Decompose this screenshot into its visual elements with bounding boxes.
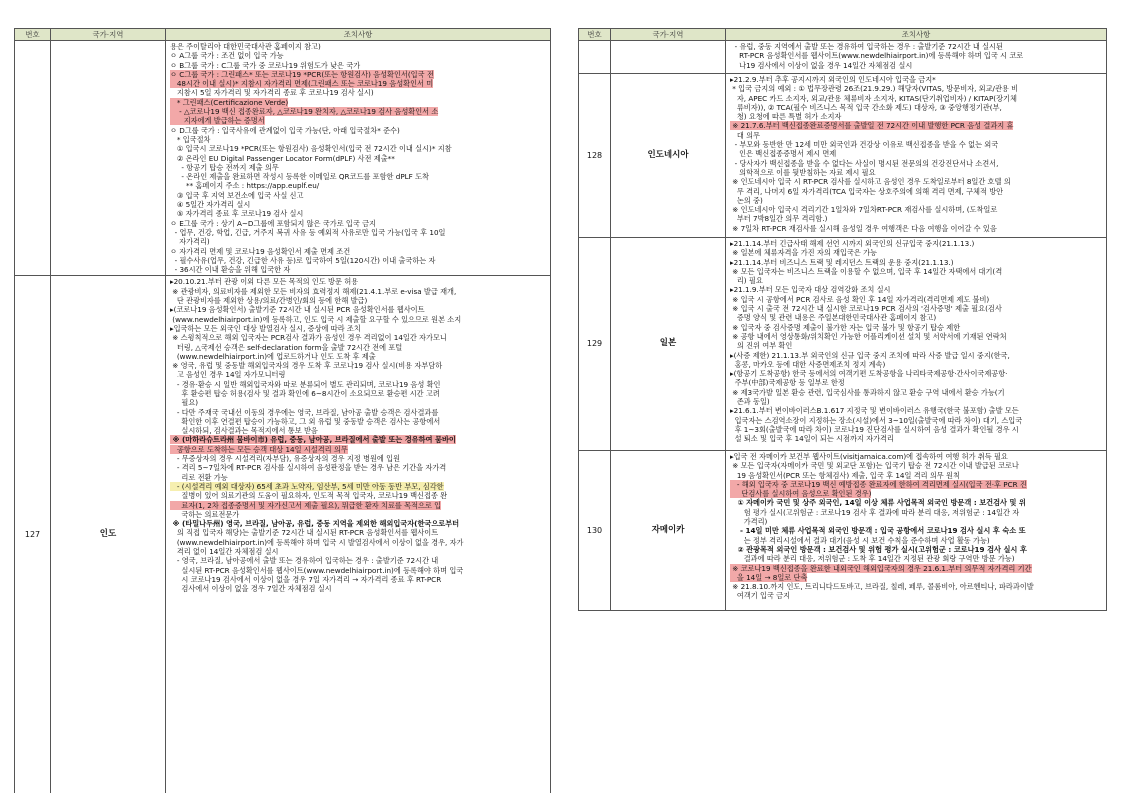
measure-line: ② 온라인 EU Digital Passenger Locator Form(dPLF) 사전 제출** bbox=[170, 153, 395, 163]
measure-line: 단 관광비자를 제외한 상용/의료/간병인/회의 등에 한해 발급) bbox=[170, 296, 368, 306]
measure-line: ㅇ B그룹 국가 : C그룹 국가 중 코로나19 위험도가 낮은 국가 bbox=[170, 60, 361, 70]
measure-line: 실시된 RT-PCR 음성확인서를 웹사이트(www.newdelhiairport.in)에 등록해야 하며 입국 bbox=[170, 565, 464, 575]
measure-line: ※ 일본에 체류자격을 가진 자의 재입국은 가능 bbox=[730, 248, 877, 258]
measure-line: ▸21.1.14.부터 비즈니스 트랙 및 레지던스 트랙의 운용 중지(21.1.13.) bbox=[730, 257, 954, 267]
measure-line: ▸20.10.21.부터 관광 이외 다른 모든 목적의 인도 방문 허용 bbox=[170, 277, 359, 287]
measure-line: ※ 7일차 RT-PCR 재검사를 실시해 음성일 경우 여행객은 다음 여행을 이어갈 수 있음 bbox=[730, 223, 997, 233]
right-measures-table bbox=[578, 28, 1107, 611]
measure-line: RT-PCR 음성확인서를 웹사이트(www.newdelhiairport.in)에 등록해야 하며 입국 시 코로 bbox=[730, 51, 1024, 61]
measure-line: 필요) bbox=[170, 398, 199, 408]
measure-line: ※ 입국자 중 검사증명 제출이 불가한 자는 입국 불가 및 항공기 탑승 제한 bbox=[730, 322, 961, 332]
measure-line: ㅇ C그룹 국가 : 그린패스* 또는 코로나19 *PCR(또는 항원검사) 음성확인서(입국 전 bbox=[170, 69, 434, 79]
measure-line: ※ 코로나19 백신접종을 완료한 내외국인 해외입국자의 경우 21.6.1.부터 의무적 자가격리 기간 bbox=[730, 563, 1032, 573]
measure-line: - 당사자가 백신접종을 받을 수 없다는 사실이 명시된 전문의의 건강진단서나 소견서, bbox=[730, 158, 999, 168]
measure-line: ※ 공항 내에서 영상통화/위치확인 가능한 어플리케이션 설치 및 서약서에 기재된 연락처 bbox=[730, 331, 1007, 341]
table-row-129 bbox=[579, 238, 1107, 451]
measure-line: ㅇ D그룹 국가 : 입국사유에 관계없이 입국 가능(단, 아래 입국절차* 준수) bbox=[170, 125, 400, 135]
country-name-japan: 일본 bbox=[611, 238, 726, 451]
measure-line: 단검사를 실시하여 음성으로 확인된 경우) bbox=[730, 489, 872, 499]
measure-line: ※ 입국 시 출국 전 72시간 내 실시한 코로나19 PCR 검사의 '검사증명' 제출 필요(검사 bbox=[730, 304, 1002, 314]
measure-line: ※ 모든 입국자는 비즈니스 트랙을 이용할 수 없으며, 입국 후 14일간 자택에서 대기(격 bbox=[730, 266, 1003, 276]
measure-line: ※ 스윙칙적으로 해외 입국자는 PCR검사 결과가 음성인 경우 격리없이 14일간 자가모니 bbox=[170, 333, 447, 343]
header-country: 국가·지역 bbox=[611, 29, 726, 41]
measure-line: - 무증상자의 경우 시설격리(자부담), 유증상자의 경우 지정 병원에 입원 bbox=[170, 454, 401, 464]
measure-line: 여객기 입국 금지 bbox=[730, 591, 791, 601]
measure-line: * 입국절차 bbox=[170, 134, 211, 144]
measure-line: 의 진위 여부 확인 bbox=[730, 341, 793, 351]
row-num-cell: 130 bbox=[579, 451, 611, 611]
measure-line: 인은 백신접종증명서 제시 면제 bbox=[730, 149, 837, 159]
measure-line: ▸입국하는 모든 외국인 대상 발열검사 실시, 증상에 따라 조치 bbox=[170, 323, 361, 333]
row-measure-cell bbox=[726, 41, 1107, 74]
row-measure-cell bbox=[726, 451, 1107, 611]
measure-line: ※ 인도네시아 입국 시 RT-PCR 검사를 실시하고 음성인 경우 도착일로부터 8일간 호텔 의 bbox=[730, 177, 1011, 187]
header-num: 번호 bbox=[15, 29, 51, 41]
measure-line: 무 격리, 나머지 6일 자가격리(TCA 입국자는 상호주의에 의해 격리 면제, 구체적 방안 bbox=[730, 186, 1004, 196]
measure-line: ※ 모든 입국자(자메이카 국민 및 외교단 포함)는 입국기 탑승 전 72시간 이내 발급된 코로나 bbox=[730, 461, 1019, 471]
row-measure-cell bbox=[166, 276, 551, 793]
measure-line: - 유럽, 중동 지역에서 출발 또는 경유하여 입국하는 경우 : 출발기준 72시간 내 실시된 bbox=[730, 42, 1003, 51]
measure-line: - 경유·환승 시 일반 해외입국자와 따로 분류되어 별도 관리되며, 코로나19 음성 확인 bbox=[170, 379, 441, 389]
table-row bbox=[579, 41, 1107, 74]
row-num-cell: 128 bbox=[579, 74, 611, 238]
row-num-cell: 129 bbox=[579, 238, 611, 451]
measure-line: ▸21.1.9.부터 모든 입국자 대상 검역강화 조치 실시 bbox=[730, 285, 891, 295]
measure-line: ※ 관광비자, 의료비자를 제외한 모든 비자의 효력정지 해제(21.4.1.부로 e-visa 발급 재개, bbox=[170, 286, 457, 296]
measure-line: 자, APEC 카드 소지자, 외교/관용 체류비자 소지자, KITAS(단기취업비자) / KITAP(장기체 bbox=[730, 93, 1017, 103]
measure-line: 는 정부 격리시설에서 결과 대기(음성 시 보건 수칙을 준수하며 사업 활동 가능) bbox=[730, 535, 990, 545]
measure-line: 가격리) bbox=[730, 517, 768, 527]
measure-line: ④ 5일간 자가격리 실시 bbox=[170, 200, 251, 210]
measure-line: 대 의무 bbox=[730, 130, 760, 140]
measure-line: ㅇ 자가격리 면제 및 코로나19 음성확인서 제출 면제 조건 bbox=[170, 246, 351, 256]
measure-line: 주부(中部)국제공항 등 일부로 한정 bbox=[730, 378, 845, 388]
measure-line: 을 14일 → 8일로 단축 bbox=[730, 572, 808, 582]
left-measures-table bbox=[14, 28, 551, 793]
measure-line: 자가격리) bbox=[170, 237, 210, 247]
measure-line: 터링, △국제선 승객은 self-declaration form을 출발 72시간 전에 포털 bbox=[170, 342, 403, 352]
measure-line: 결과에 따라 분리 대응, 저위험군 : 도착 후 14일간 지정된 관광 회랑 구역만 방문 가능) bbox=[730, 554, 1015, 564]
measure-line: - 온라인 제출을 완료하면 작성시 등록한 이메일로 QR코드를 포함한 dPLF 도착 bbox=[170, 172, 429, 182]
row-measure-cell bbox=[166, 41, 551, 276]
measure-line: (www.newdelhiairport.in)에 업로드하거나 인도 도착 후 제출 bbox=[170, 351, 376, 361]
measure-line: 류비자)), ② TCA(필수 비즈니스 목적 입국 간소화 제도) 대상자, ③ 중앙행정기관(부, bbox=[730, 102, 1002, 112]
row-measure-cell bbox=[726, 238, 1107, 451]
measure-line: 존과 동일) bbox=[730, 397, 770, 407]
measure-line: 의 직접 입국자 해당)는 출발기준 72시간 내 실시된 RT-PCR 음성확인서를 웹사이트 bbox=[170, 528, 439, 538]
measure-line: 공항으로 도착하는 모든 승객 대상 14일 시설격리 의무 bbox=[170, 444, 348, 454]
measure-line: 나19 검사에서 이상이 없을 경우 14일간 자체점검 실시 bbox=[730, 60, 913, 70]
measure-line: 고 음성인 경우 14일 자가모니터링 bbox=[170, 370, 286, 380]
table-row-127 bbox=[15, 276, 551, 793]
measure-line: ③ 입국 후 지역 보건소에 입국 사실 신고 bbox=[170, 190, 304, 200]
header-measure: 조치사항 bbox=[726, 29, 1107, 41]
measure-line: - 업무, 건강, 학업, 긴급, 거주지 복귀 사유 등 예외적 사유로만 입국 가능(입국 후 10일 bbox=[170, 227, 446, 237]
measure-line: 격리 없이 14일간 자체점검 실시 bbox=[170, 547, 279, 557]
measure-line: 국하는 의료전문가 bbox=[170, 509, 240, 519]
row-measure-cell bbox=[726, 74, 1107, 238]
country-name-india: 인도 bbox=[51, 276, 166, 793]
measure-line: - 부모와 동반한 만 12세 미만 외국인과 건강상 이유로 백신접종을 받을 수 없는 외국 bbox=[730, 140, 999, 150]
measure-line: - 36시간 이내 환승을 위해 입국한 자 bbox=[170, 265, 291, 275]
measure-line: 리) 필요 bbox=[730, 276, 763, 286]
measure-line: 19 음성확인서(PCR 또는 항체검사) 제출, 입국 후 14일 격리 의무 원칙 bbox=[730, 470, 960, 480]
measure-line: ▸21.6.1.부터 변이바이러스B.1.617 지정국 및 변이바이러스 유행국(한국 불포함) 출발 모든 bbox=[730, 406, 1019, 416]
measure-line: 험 평가 실시(고위험군 : 코로나19 검사 후 결과에 따라 분리 대응, 저위험군 : 14일간 자 bbox=[730, 507, 1020, 517]
country-name-indonesia: 인도네시아 bbox=[611, 74, 726, 238]
measure-line: ▸21.1.14.부터 긴급사태 해제 선언 시까지 외국인의 신규입국 중지(21.1.13.) bbox=[730, 239, 975, 248]
measure-line: 논의 중) bbox=[730, 195, 763, 205]
measure-line: 설 퇴소 및 입국 후 14일이 되는 시점까지 자가격리 bbox=[730, 434, 894, 444]
measure-line: 료자(1, 2차 접종증명서 및 자가신고서 제출 필요), 뭐급한 환자 치료를 목적으로 입 bbox=[170, 500, 442, 510]
measure-line: - 항공기 탑승 전까지 제출 의무 bbox=[170, 162, 279, 172]
measure-line: ※ 영국, 유럽 및 중동발 해외입국자의 경우 도착 후 코로나19 검사 실시(비용 자부담하 bbox=[170, 361, 443, 371]
measure-line: - 다만 주재국 국내선 이동의 경우에는 영국, 브라질, 남아공 출발 승객은 검사결과를 bbox=[170, 407, 439, 417]
row-country-cell bbox=[51, 41, 166, 276]
measure-line: 검사에서 이상이 없을 경우 7일간 자체점검 실시 bbox=[170, 584, 332, 594]
measure-line: - (시설격리 예외 대상자) 65세 초과 노약자, 임산부, 5세 미만 아동 동반 부모, 심각한 bbox=[170, 481, 444, 491]
header-num: 번호 bbox=[579, 29, 611, 41]
measure-line: 용은 주이탈리아 대한민국대사관 홈페이지 참고) bbox=[170, 42, 321, 51]
measure-line: ** 홈페이지 주소 : https://app.euplf.eu/ bbox=[170, 181, 320, 191]
measure-line: ※ 21.7.6.부터 백신접종완료증명서를 출발일 전 72시간 이내 발행한 PCR 음성 결과지 휴 bbox=[730, 121, 1014, 131]
measure-line: 의학적으로 이를 뒷받침하는 자료 제시 필요 bbox=[730, 167, 876, 177]
measure-line: 청) 요청에 따른 특별 허가 소지자 bbox=[730, 112, 842, 122]
measure-line: ㅇ A그룹 국가 : 조건 없이 입국 가능 bbox=[170, 51, 284, 61]
measure-line: 리로 전환 가능 bbox=[170, 472, 228, 482]
measure-line: - △코로나19 백신 접종완료자, △코로나19 완치자, △코로나19 검사 음성확인서 소 bbox=[170, 107, 439, 117]
measure-line: 증명 양식 및 관련 내용은 주일본대한민국대사관 홈페이지 참고) bbox=[730, 313, 937, 323]
row-num-cell bbox=[579, 41, 611, 74]
measure-line: 후 1~3회(출발국에 따라 차이) 코로나19 진단검사를 실시하여 음성 결과가 확인될 경우 시 bbox=[730, 424, 1019, 434]
header-country: 국가·지역 bbox=[51, 29, 166, 41]
measure-line: (www.newdelhiairport.in)에 등록해야 하며 입국 시 발열검사에서 이상이 없을 경우, 자가 bbox=[170, 537, 464, 547]
measure-line: ▸(항공기 도착공항) 한국 등에서의 여객기편 도착공항을 나리타국제공항·간사이국제공항· bbox=[730, 369, 1008, 379]
table-row-130 bbox=[579, 451, 1107, 611]
row-num-cell: 127 bbox=[15, 276, 51, 793]
measure-line: ② 관광목적 외국인 방문객 : 보건검사 및 위험 평가 실시(고위험군 : 코로나19 검사 실시 후 bbox=[730, 544, 1027, 554]
row-num-cell bbox=[15, 41, 51, 276]
measure-line: 확인한 이후 연결편 탑승이 가능하고, 그 외 유럽 및 중동발 승객은 검사는 공항에서 bbox=[170, 416, 441, 426]
measure-line: ※ (타밀나두州) 영국, 브라질, 남아공, 유럽, 중동 지역을 제외한 해외입국자(한국으로부터 bbox=[170, 519, 460, 529]
measure-line: ※ 제3국가발 일본 환승 관련, 입국심사를 통과하지 않고 환승 구역 내에서 환승 가능(기 bbox=[730, 387, 1005, 397]
table-row-128 bbox=[579, 74, 1107, 238]
measure-line: ※ 21.8.10.까지 인도, 트리니다드토바고, 브라질, 칠레, 페루, 콜롬비아, 아르헨티나, 파라과이발 bbox=[730, 582, 1034, 592]
measure-line: ⑤ 자가격리 종료 후 코로나19 검사 실시 bbox=[170, 209, 304, 219]
measure-line: ▸(코로나19 음성확인서) 출발기준 72시간 내 실시된 PCR 음성확인서를 웹사이트 bbox=[170, 305, 425, 315]
measure-line: ※ (마하라슈트라州 뭄바이市) 유럽, 중동, 남아공, 브라질에서 출발 또는 경유하여 뭄바이 bbox=[170, 435, 456, 445]
measure-line: ㅇ E그룹 국가 : 상기 A~D그룹에 포함되지 않은 국가로 입국 금지 bbox=[170, 218, 376, 228]
measure-line: 48시간 이내 실시)* 지참시 자가격리 면제(그린패스 또는 코로나19 음성확인서 미 bbox=[170, 79, 434, 89]
measure-line: 지자에게 발급하는 증명서 bbox=[170, 116, 265, 126]
measure-line: * 그린패스(Certificazione Verde) bbox=[170, 97, 289, 107]
measure-line: ▸21.2.9.부터 추후 공지시까지 외국인의 인도네시아 입국을 금지* bbox=[730, 75, 936, 84]
country-name-jamaica: 자메이카 bbox=[611, 451, 726, 611]
measure-line: 질병이 있어 의료기관의 도움이 필요하자, 인도적 목적 입국자, 코로나19 백신접종 완 bbox=[170, 491, 448, 501]
measure-line: 입국자는 스검역소장이 지정하는 장소(시설)에서 3~10일(출발국에 따라 차이) 대기, 스입국 bbox=[730, 415, 1023, 425]
measure-line: ※ 입국 시 공항에서 PCR 검사로 음성 확인 후 14일 자가격리(격리면제 제도 불비) bbox=[730, 294, 990, 304]
table-header-row bbox=[15, 29, 551, 41]
table-row bbox=[15, 41, 551, 276]
row-country-cell bbox=[611, 41, 726, 74]
measure-line: * 입국 금지의 예외 : ① 법무장관령 26조(21.9.29.) 해당자(VITAS, 방문비자, 외교/관용 비 bbox=[730, 84, 1019, 94]
measure-line: ① 자메이카 국민 및 상주 외국인, 14일 이상 체류 사업목적 외국인 방문객 : 보건검사 및 위 bbox=[730, 498, 1026, 508]
measure-line: - 격리 5~7일차에 RT-PCR 검사를 실시하여 음성판정을 받는 경우 남은 기간을 자가격 bbox=[170, 463, 447, 473]
measure-line: 후 환승편 탑승 허용(검사 및 결과 확인에 6~8시간이 소요되므로 환승편 시간 고려 bbox=[170, 388, 440, 398]
measure-line: 시 코로나19 검사에서 이상이 없을 경우 7일 자가격리 → 자가격리 종료 후 RT-PCR bbox=[170, 574, 442, 584]
header-measure: 조치사항 bbox=[166, 29, 551, 41]
measure-line: ① 입국시 코로나19 *PCR(또는 항원검사) 음성확인서(입국 전 72시간 이내 실시)* 지참 bbox=[170, 144, 452, 154]
measure-line: ▸입국 전 자메이카 보건부 웹사이트(visitjamaica.com)에 접속하여 여행 허가 취득 필요 bbox=[730, 452, 1008, 461]
measure-line: 부터 7박8일간 의무 격리함.) bbox=[730, 214, 828, 224]
measure-line: ※ 인도네시아 입국시 격리기간 1일차와 7일차RT-PCR 재검사를 실시하며, (도착일로 bbox=[730, 205, 998, 215]
measure-line: - 해외 입국자 중 코로나19 백신 예방접종 완료자에 한하여 격리면제 실시(입국 전·후 PCR 진 bbox=[730, 479, 1027, 489]
measure-line: (www.newdelhiairport.in)에 등록하고, 인도 입국 시 제출할 요구할 수 있으므로 원본 소지 bbox=[170, 314, 462, 324]
measure-line: 지참시 5일 자가격리 및 자가격리 종료 후 코로나19 검사 실시) bbox=[170, 88, 374, 98]
measure-line: - 14일 미만 체류 사업목적 외국인 방문객 : 입국 공항에서 코로나19 검사 실시 후 숙소 또 bbox=[730, 526, 1026, 536]
measure-line: 실시하되, 검사결과는 목적지에서 통보 받음 bbox=[170, 426, 318, 436]
measure-line: 홍콩, 마카오 등에 대한 사증면제조치 정지 계속) bbox=[730, 359, 886, 369]
table-header-row bbox=[579, 29, 1107, 41]
measure-line: - 필수사유(업무, 건강, 긴급한 사유 등)로 입국하여 5일(120시간) 이내 출국하는 자 bbox=[170, 255, 436, 265]
measure-line: - 영국, 브라질, 남아공에서 출발 또는 경유하여 입국하는 경우 : 출발기준 72시간 내 bbox=[170, 556, 439, 566]
measure-line: ▸(사증 제한) 21.1.13.부 외국인의 신규 입국 중지 조치에 따라 사증 발급 일시 중지(한국, bbox=[730, 350, 1010, 360]
